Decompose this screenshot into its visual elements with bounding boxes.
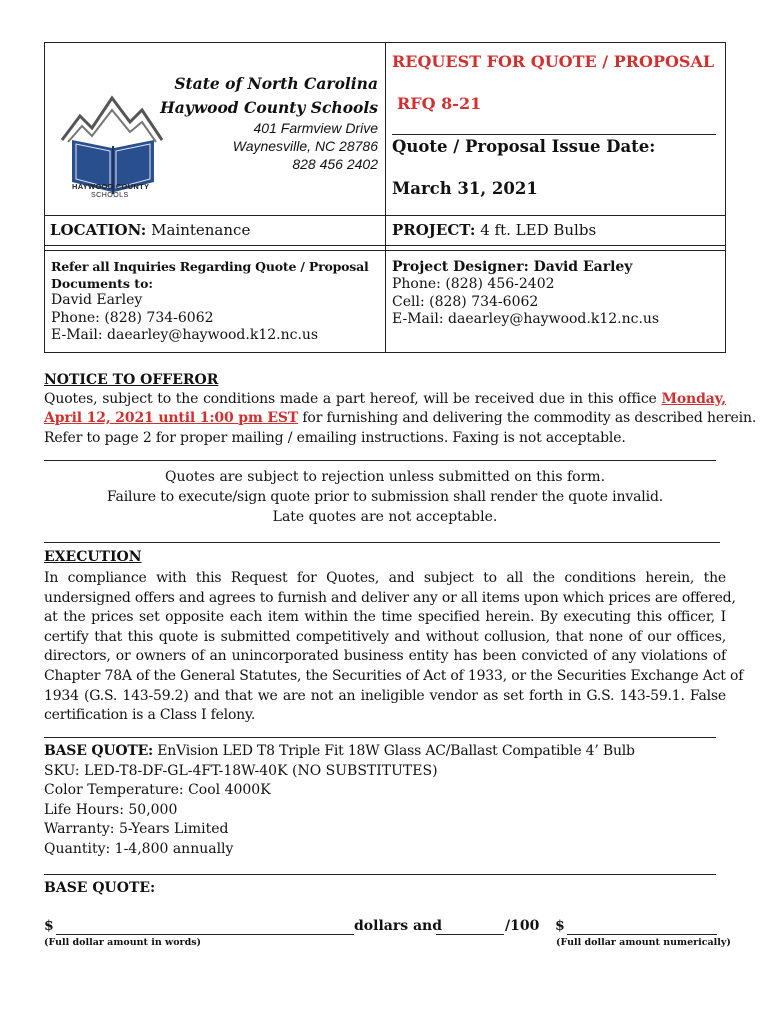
logo-text-schools: SCHOOLS [91,192,129,199]
dollar-sign-numeric: $ [555,918,565,934]
project-field [392,221,596,239]
spec-color-temp: Color Temperature: Cool 4000K [44,782,271,798]
notice-line-1 [44,391,726,407]
base-quote-form-label: BASE QUOTE: [44,880,156,896]
notice-heading: NOTICE TO OFFEROR [44,372,219,388]
address-line2: Waynesville, NC 28786 [232,138,378,154]
notice-line-2 [44,410,756,426]
notice-deadline: April 12, 2021 until 1:00 pm EST [44,410,299,426]
warning-2: Failure to execute/sign quote prior to submission shall render the quote invalid. [106,489,664,505]
designer-heading: Project Designer: David Earley [392,259,633,275]
execution-heading: EXECUTION [44,549,142,565]
location-field [50,221,250,239]
execution-line: undersigned offers and agrees to furnish and deliver any or all items upon which prices are offered, [44,589,736,606]
inquiries-phone: Phone: (828) 734-6062 [51,310,214,326]
spec-quantity: Quantity: 1-4,800 annually [44,841,234,857]
inquiries-email: E-Mail: daearley@haywood.k12.nc.us [51,327,319,343]
designer-email: E-Mail: daearley@haywood.k12.nc.us [392,311,660,327]
notice-text-1a: Quotes, subject to the conditions made a part hereof, will be received due in this office [44,391,662,407]
location-row-bottom [44,245,726,246]
execution-line: In compliance with this Request for Quotes, and subject to all the conditions herein, the [44,570,726,586]
words-caption: (Full dollar amount in words) [44,937,202,948]
spec-warranty: Warranty: 5-Years Limited [44,821,229,837]
issue-date-label: Quote / Proposal Issue Date: [392,137,656,156]
notice-text-2b: for furnishing and delivering the commodity as described herein. [298,410,757,426]
execution-line: Chapter 78A of the General Statutes, the Securities of Act of 1933, or the Securities Exchange Act of [44,667,744,684]
execution-line: directors, or owners of an unincorporated business entity has been convicted of any violations of [44,648,726,665]
warning-3: Late quotes are not acceptable. [272,509,498,525]
designer-phone: Phone: (828) 456-2402 [392,276,555,292]
notice-line-3: Refer to page 2 for proper mailing / emailing instructions. Faxing is not acceptable. [44,430,626,446]
per-100-text: /100 [505,918,540,934]
execution-line: 1934 (G.S. 143-59.2) and that we are not an ineligible vendor as set forth in G.S. 143-59.1. False [44,687,726,704]
base-quote-spec [44,743,635,759]
org-phone: 828 456 2402 [292,156,378,172]
amount-words-field[interactable] [56,934,354,935]
rfq-underline [392,134,716,135]
project-value: 4 ft. LED Bulbs [480,221,597,239]
base-quote-product: EnVision LED T8 Triple Fit 18W Glass AC/Ballast Compatible 4’ Bulb [153,743,635,759]
numeric-caption: (Full dollar amount numerically) [556,937,731,948]
warnings-rule [44,542,720,543]
designer-cell: Cell: (828) 734-6062 [392,294,539,310]
header-divider [385,42,386,353]
notice-rule [44,460,716,461]
location-value: Maintenance [151,221,251,239]
spec-life-hours: Life Hours: 50,000 [44,802,178,818]
amount-numeric-field[interactable] [567,934,717,935]
org-state: State of North Carolina [174,74,378,93]
rfq-number: RFQ 8-21 [397,94,482,113]
inquiries-heading-1: Refer all Inquiries Regarding Quote / Proposal [51,259,369,274]
notice-deadline-day: Monday, [661,391,726,407]
logo-text-county: HAYWOOD COUNTY [72,182,150,191]
location-row-top [44,215,726,216]
base-quote-label: BASE QUOTE: [44,743,154,759]
spec-sku: SKU: LED-T8-DF-GL-4FT-18W-40K (NO SUBSTITUTES) [44,763,438,779]
project-label: PROJECT: [392,221,476,239]
issue-date: March 31, 2021 [392,179,538,198]
request-title: REQUEST FOR QUOTE / PROPOSAL [392,52,715,71]
execution-line: certify that this quote is submitted competitively and without collusion, that none of our offices, [44,628,726,645]
execution-body [44,569,744,726]
warning-1: Quotes are subject to rejection unless submitted on this form. [164,469,606,485]
address-line1: 401 Farmview Drive [253,120,378,136]
spec-rule [44,874,716,875]
inquiry-row-top [44,250,726,251]
dollars-and-text: dollars and [354,918,443,934]
inquiries-heading-2: Documents to: [51,276,154,291]
dollar-sign-words: $ [44,918,54,934]
location-label: LOCATION: [50,221,147,239]
execution-line: at the prices set opposite each item within the time specified herein. By executing this officer, I [44,609,726,626]
inquiries-name: David Earley [51,292,143,308]
execution-line: certification is a Class I felony. [44,707,256,724]
org-name: Haywood County Schools [160,98,378,117]
execution-rule [44,737,716,738]
cents-field[interactable] [436,934,504,935]
